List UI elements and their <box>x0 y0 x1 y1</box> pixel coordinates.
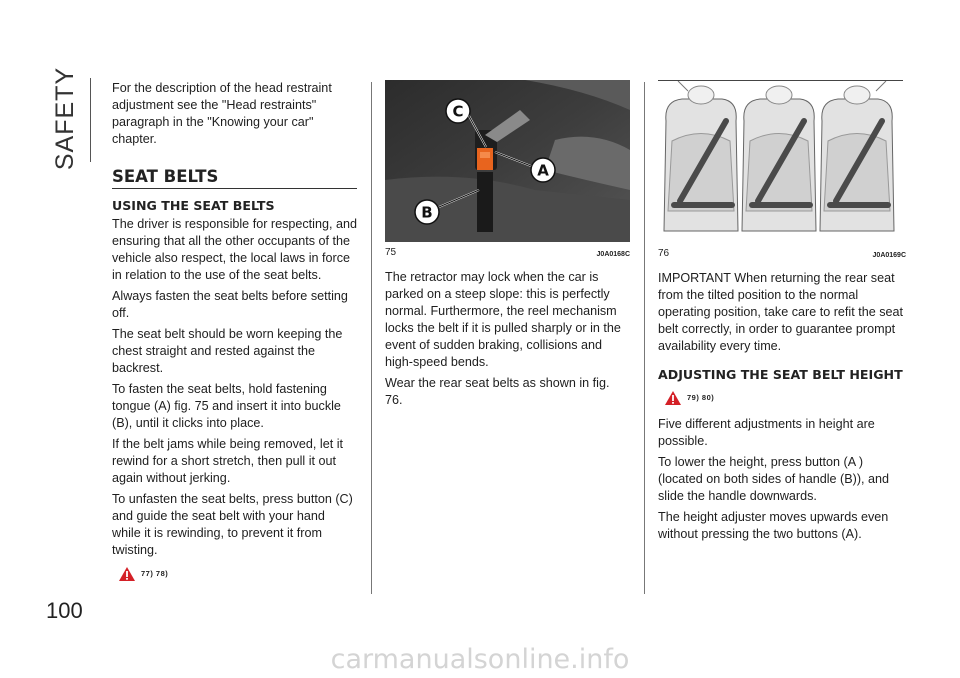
subheading-using-seat-belts: USING THE SEAT BELTS <box>112 198 275 213</box>
body-paragraph: Wear the rear seat belts as shown in fig. 76. <box>385 376 610 407</box>
warning-reference <box>664 389 906 406</box>
figure-76-caption <box>658 245 906 264</box>
body-paragraph: Five different adjustments in height are possible. <box>658 417 875 448</box>
rear-seat-belts-illustration <box>658 81 903 243</box>
body-paragraph: To unfasten the seat belts, press button (C) and guide the seat belt with your hand while it is rewinding, to prevent it from twisting. <box>112 492 353 557</box>
label-b: B <box>421 203 433 222</box>
page-number: 100 <box>46 598 83 623</box>
intro-paragraph: For the description of the head restraint adjustment see the "Head restraints" paragraph in the "Knowing your car" chapter. <box>112 81 332 146</box>
figure-code: J0A0168C <box>596 251 630 258</box>
figure-75-caption <box>385 244 630 263</box>
seat-belt-buckle-photo <box>385 80 630 242</box>
body-paragraph: The driver is responsible for respecting, and ensuring that all the other occupants of the vehicle also respect, the local laws in force in relation to the use of the seat belts. <box>112 217 358 282</box>
warning-icon <box>664 390 682 406</box>
column-1 <box>112 80 357 592</box>
figure-76-image <box>658 80 903 243</box>
warning-refs: 77) 78) <box>141 569 169 578</box>
column-2 <box>385 80 630 413</box>
heading-seat-belts: SEAT BELTS <box>112 168 357 189</box>
body-paragraph: The retractor may lock when the car is parked on a steep slope: this is perfectly normal. Furthermore, the reel mechanism locks the belt if it is pulled sharply or in the event of sudden braking, collisions and high-speed bends. <box>385 270 621 369</box>
figure-code: J0A0169C <box>872 252 906 259</box>
warning-icon <box>118 566 136 582</box>
heading-adjusting-belt-height: ADJUSTING THE SEAT BELT HEIGHT <box>658 367 903 382</box>
label-a: A <box>537 161 549 180</box>
body-paragraph: To fasten the seat belts, hold fastening tongue (A) fig. 75 and insert it into buckle (B), until it clicks into place. <box>112 382 341 430</box>
body-paragraph: The seat belt should be worn keeping the chest straight and rested against the backrest. <box>112 327 343 375</box>
column-3 <box>658 80 906 547</box>
section-title-text: SAFETY <box>51 66 80 170</box>
section-title-rule <box>90 78 91 162</box>
column-divider <box>644 82 645 594</box>
watermark: carmanualsonline.info <box>330 644 630 675</box>
section-title <box>51 66 80 170</box>
body-paragraph: Always fasten the seat belts before setting off. <box>112 289 348 320</box>
figure-number: 75 <box>385 247 397 258</box>
warning-refs: 79) 80) <box>687 393 715 402</box>
column-divider <box>371 82 372 594</box>
figure-number: 76 <box>658 248 670 259</box>
label-c: C <box>452 102 464 121</box>
important-paragraph: IMPORTANT When returning the rear seat from the tilted position to the normal operating position, take care to refit the seat belt correctly, in order to guarantee prompt availability every time. <box>658 271 904 353</box>
body-paragraph: If the belt jams while being removed, let it rewind for a short stretch, then pull it out again without jerking. <box>112 437 343 485</box>
body-paragraph: The height adjuster moves upwards even without pressing the two buttons (A). <box>658 510 889 541</box>
figure-75-image <box>385 80 630 242</box>
warning-reference <box>118 565 357 582</box>
body-paragraph: To lower the height, press button (A ) (located on both sides of handle (B)), and slide the handle downwards. <box>658 455 890 503</box>
